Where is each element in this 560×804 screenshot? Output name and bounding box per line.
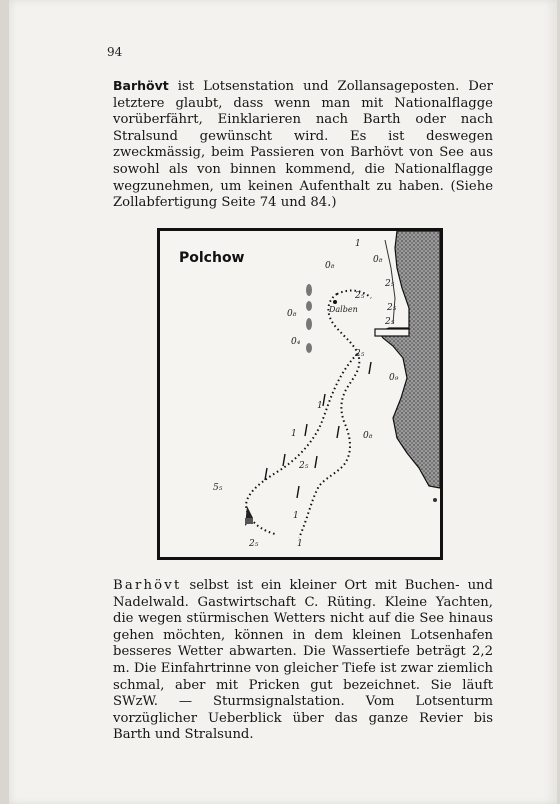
place-name-bold: Barhövt	[113, 78, 169, 93]
depth-sounding: 1	[293, 511, 299, 521]
islet	[306, 343, 312, 353]
depth-sounding: 2₅	[355, 349, 365, 359]
harbor-chart	[157, 228, 443, 560]
depth-sounding: 0₈	[287, 309, 297, 319]
depth-sounding: 0₄	[291, 337, 301, 347]
chart-title: Polchow	[179, 250, 245, 266]
paragraph-customs	[113, 78, 493, 212]
depth-sounding: 2₅	[299, 461, 309, 471]
depth-sounding: 2₅	[385, 317, 395, 327]
paragraph-customs-text: ist Lotsenstation und Zollansageposten. Der letztere glaubt, dass wenn man mit Nationalflagge vorüberfährt, Einklarieren nach Barth oder nach Stralsund gewünscht wird. Es ist deswegen zweckmässig, beim Passieren von Barhövt von See aus sowohl als von binnen kommend, die Nationalflagge wegzunehmen, um keinen Aufenthalt zu haben. (Siehe Zollabfertigung Seite 74 und 84.)	[113, 79, 493, 211]
book-page	[9, 0, 557, 804]
paragraph-village-text: selbst ist ein kleiner Ort mit Buchen- und Nadelwald. Gastwirtschaft C. Rüting. Kleine Yachten, die wegen stürmischen Wetters nicht auf die See hinaus gehen möchten, können in dem kleinen Lotsenhafen besseres Wetter abwarten. Die Wassertiefe beträgt 2,2 m. Die Einfahrtrinne von gleicher Tiefe ist zwar ziemlich schmal, aber mit Pricken gut bezeichnet. Sie läuft SWzW. — Sturmsignalstation. Vom Lotsenturm vorzüglicher Ueberblick über das ganze Revier bis Barth und Stralsund.	[113, 578, 493, 743]
pier	[375, 329, 409, 336]
depth-sounding: 2₅	[355, 291, 365, 301]
depth-sounding: 0₉	[389, 373, 399, 383]
depth-sounding: 2₅	[385, 279, 395, 289]
depth-sounding: 5₅	[213, 483, 223, 493]
page-number: 94	[107, 45, 123, 59]
islet	[306, 301, 312, 311]
depth-sounding: 0₈	[325, 261, 335, 271]
place-label: Dalben	[329, 305, 358, 314]
islet	[306, 318, 312, 330]
depth-sounding: 1	[297, 539, 303, 549]
depth-sounding: 1	[355, 239, 361, 249]
paragraph-village	[113, 578, 493, 744]
depth-sounding: 0₈	[373, 255, 383, 265]
islet	[306, 284, 312, 296]
harbor-chart-svg	[157, 228, 443, 560]
place-name-spaced: Barhövt	[113, 578, 182, 593]
depth-sounding: 1	[291, 429, 297, 439]
chart-frame	[159, 230, 442, 559]
depth-sounding: 2₅	[387, 303, 397, 313]
depth-sounding: 1	[317, 401, 323, 411]
depth-sounding: 2₅	[249, 539, 259, 549]
depth-sounding: 0₈	[363, 431, 373, 441]
